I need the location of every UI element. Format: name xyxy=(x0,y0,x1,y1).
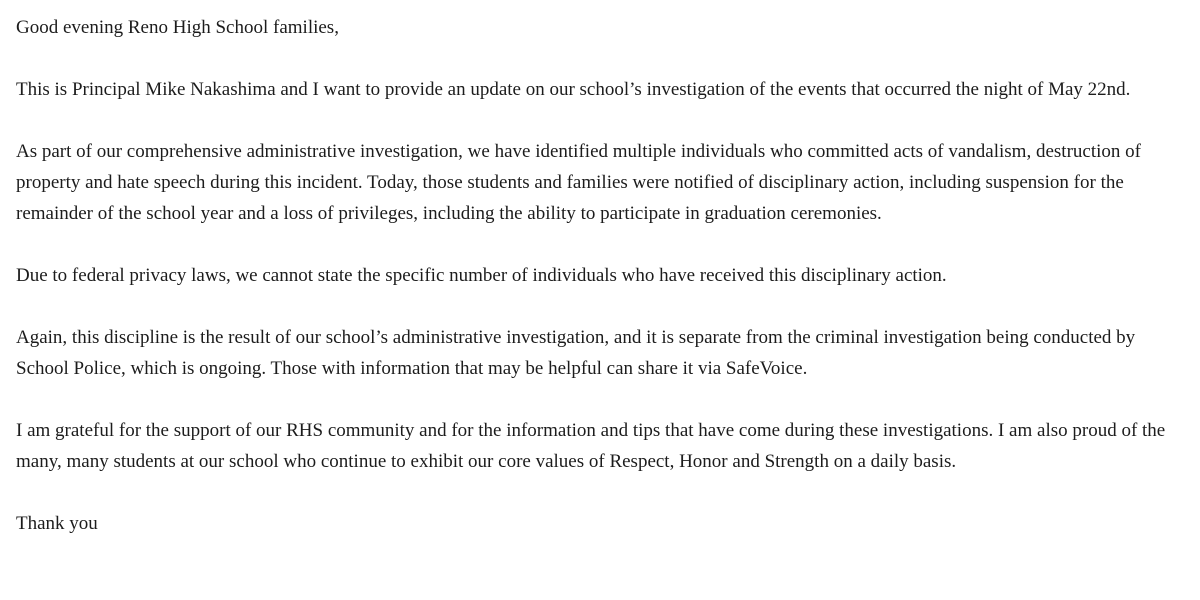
paragraph-criminal-investigation: Again, this discipline is the result of our school’s administrative investigation, and it is separate from the criminal investigation being conducted by School Police, which is ongoing. Those with information that may be helpful can share it via SafeVoice. xyxy=(16,327,1136,379)
paragraph-gratitude: I am grateful for the support of our RHS community and for the information and tips that have come during these investigations. I am also proud of the many, many students at our school who continue to exhibit our core values of Respect, Honor and Strength on a daily basis. xyxy=(16,420,1166,472)
paragraph-privacy: Due to federal privacy laws, we cannot state the specific number of individuals who have received this disciplinary action. xyxy=(16,265,947,286)
closing: Thank you xyxy=(16,513,98,534)
paragraph-update: This is Principal Mike Nakashima and I want to provide an update on our school’s investigation of the events that occurred the night of May 22nd. xyxy=(16,79,1131,100)
paragraph-disciplinary-action: As part of our comprehensive administrative investigation, we have identified multiple individuals who committed acts of vandalism, destruction of property and hate speech during this incident. Today, those students and families were notified of disciplinary action, including suspension for the remainder of the school year and a loss of privileges, including the ability to participate in graduation ceremonies. xyxy=(16,141,1141,224)
greeting: Good evening Reno High School families, xyxy=(16,17,339,38)
